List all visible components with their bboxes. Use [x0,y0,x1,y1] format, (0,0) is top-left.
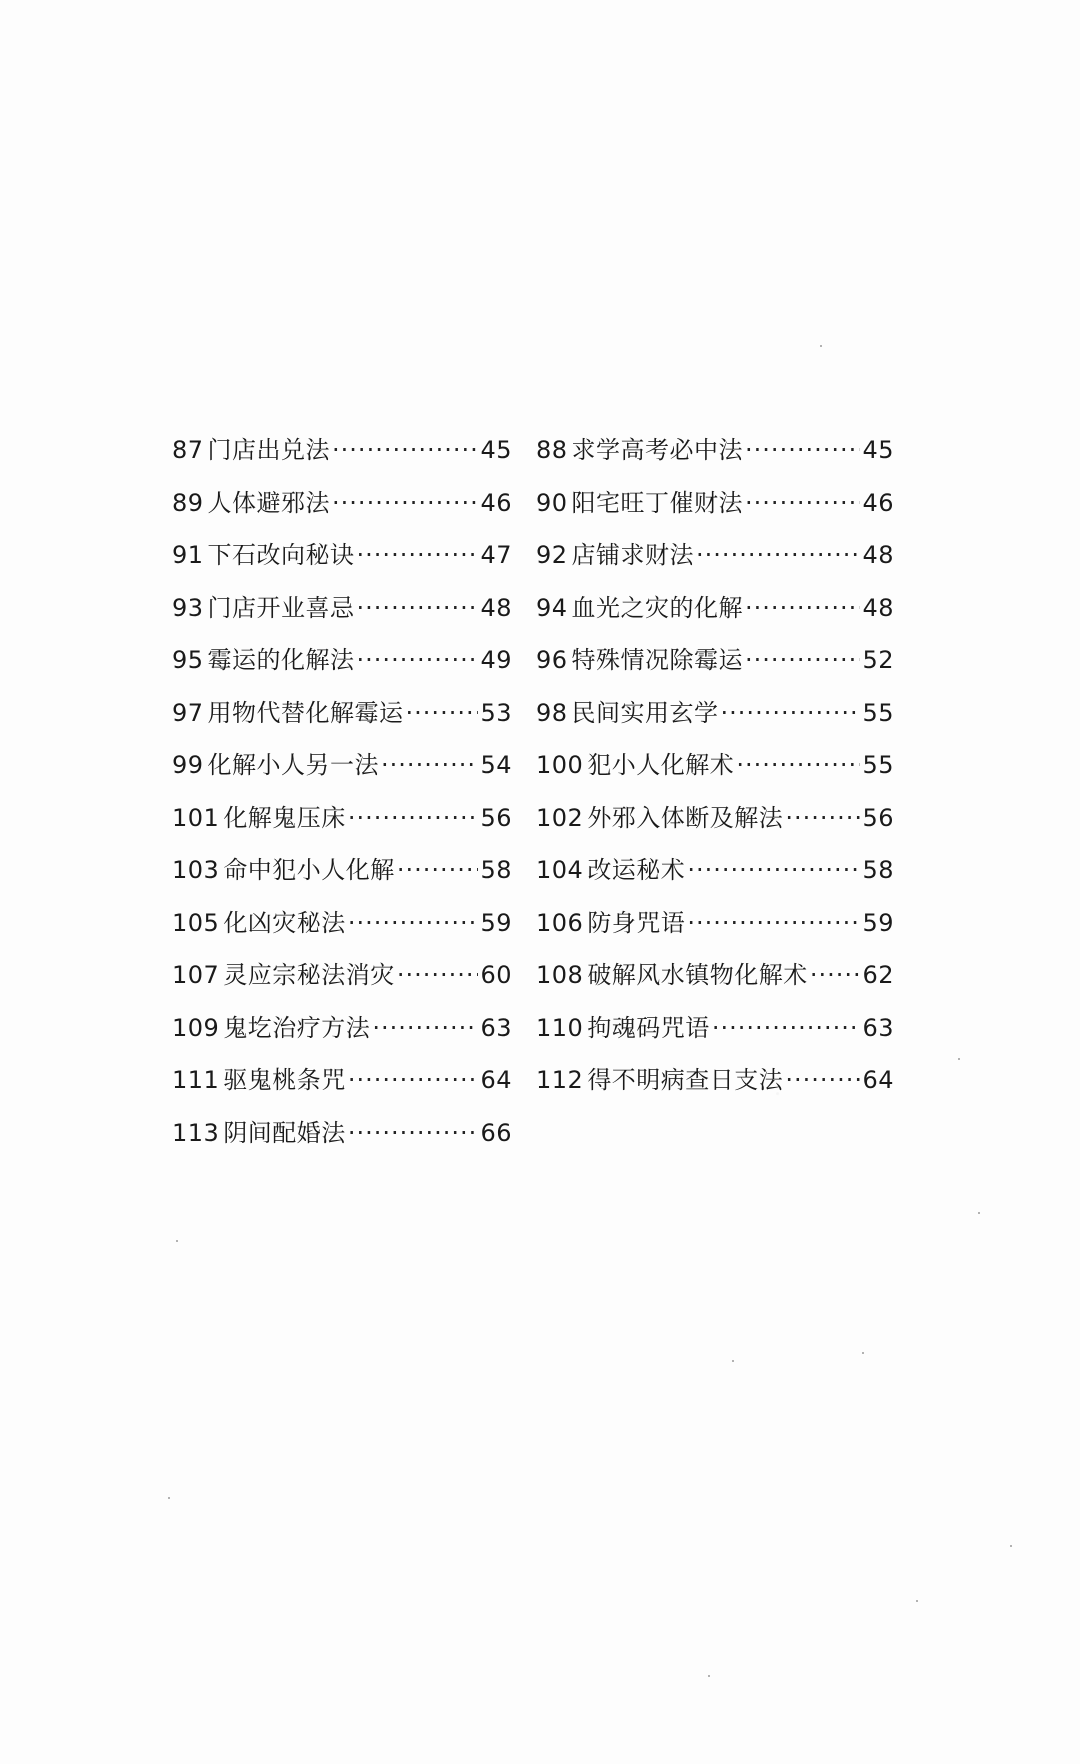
toc-entry [536,1060,894,1113]
toc-entry-page: 62 [862,961,894,989]
dot-leader [785,1066,860,1094]
dot-leader [397,961,479,989]
toc-entry-page: 54 [480,751,512,779]
toc-entry-title: 门店开业喜忌 [207,593,355,622]
toc-entry-title: 改运秘术 [587,856,686,884]
scan-speck [862,1352,864,1354]
scan-speck [820,345,822,347]
toc-entry-page: 53 [480,698,512,727]
dot-leader [712,1014,861,1042]
toc-entry-number: 112 [536,1066,584,1094]
toc-entry-title: 人体避邪法 [207,488,331,517]
dot-leader [687,909,860,937]
toc-entry [172,903,512,956]
toc-entry-title: 下石改向秘诀 [207,541,355,569]
toc-entry-title: 拘魂码咒语 [587,1013,710,1042]
scan-speck [732,1360,734,1362]
toc-entry-page: 56 [480,803,512,832]
toc-entry [172,1113,512,1166]
dot-leader [381,751,478,779]
toc-entry-page: 46 [862,488,894,517]
toc-entry-title: 特殊情况除霉运 [571,646,744,674]
toc-right-column [536,430,894,1113]
toc-entry-number: 95 [172,646,204,674]
dot-leader [348,1119,479,1147]
dot-leader [810,961,861,989]
toc-entry-page: 49 [480,646,512,674]
toc-entry-number: 97 [172,698,204,727]
toc-entry-number: 92 [536,541,568,569]
toc-entry-page: 45 [862,436,894,464]
toc-entry [536,588,894,641]
toc-entry [172,955,512,1008]
dot-leader [745,646,860,674]
toc-entry-title: 命中犯小人化解 [223,856,395,884]
toc-entry [536,430,894,483]
toc-entry-number: 102 [536,803,584,832]
toc-entry-number: 96 [536,646,568,674]
dot-leader [332,489,478,517]
toc-entry [536,850,894,903]
dot-leader [348,909,479,937]
dot-leader [357,646,479,674]
toc-entry-number: 87 [172,436,204,464]
dot-leader [372,1014,478,1042]
toc-entry-title: 求学高考必中法 [571,436,744,464]
scan-speck [916,1600,918,1602]
toc-entry-number: 106 [536,908,584,937]
toc-entry-title: 民间实用玄学 [571,698,719,727]
dot-leader [745,436,860,464]
toc-entry-page: 52 [862,646,894,674]
toc-entry-title: 破解风水镇物化解术 [587,961,808,989]
toc-entry [172,535,512,588]
toc-entry-title: 化解小人另一法 [207,751,380,779]
dot-leader [745,594,860,622]
toc-entry-page: 63 [862,1013,894,1042]
toc-entry-page: 66 [480,1118,512,1147]
toc-entry-title: 阴间配婚法 [223,1118,346,1147]
toc-entry-title: 得不明病查日支法 [587,1066,784,1094]
toc-entry-title: 防身咒语 [587,908,686,937]
toc-entry-number: 108 [536,961,584,989]
toc-entry-title: 鬼圪治疗方法 [223,1013,371,1042]
toc-entry-page: 60 [480,961,512,989]
toc-entry-page: 63 [480,1013,512,1042]
toc-entry [536,903,894,956]
toc-entry-page: 58 [480,856,512,884]
toc-entry [536,1008,894,1061]
dot-leader [397,856,479,884]
toc-entry-page: 48 [862,541,894,569]
toc-entry-number: 98 [536,698,568,727]
scan-speck [168,1497,170,1499]
toc-entry-number: 104 [536,856,584,884]
toc-entry-number: 107 [172,961,220,989]
toc-entry-title: 灵应宗秘法消灾 [223,961,395,989]
toc-entry [536,798,894,851]
toc-entry-page: 46 [480,488,512,517]
dot-leader [696,541,860,569]
toc-entry-title: 阳宅旺丁催财法 [571,488,744,517]
toc-entry [536,640,894,693]
toc-entry-number: 99 [172,751,204,779]
toc-entry-page: 55 [862,751,894,779]
toc-entry-number: 89 [172,488,204,517]
toc-entry-page: 59 [862,908,894,937]
dot-leader [357,541,479,569]
scan-speck [958,1058,960,1060]
toc-entry [536,693,894,746]
dot-leader [406,699,479,727]
dot-leader [736,751,860,779]
toc-entry-number: 91 [172,541,204,569]
toc-entry-page: 58 [862,856,894,884]
toc-entry-title: 门店出兑法 [207,436,331,464]
dot-leader [332,436,478,464]
toc-entry-page: 48 [862,593,894,622]
toc-entry [172,430,512,483]
dot-leader [687,856,860,884]
toc-entry-number: 93 [172,593,204,622]
toc-entry-title: 霉运的化解法 [207,646,355,674]
toc-entry [172,1008,512,1061]
toc-entry [536,955,894,1008]
toc-entry-number: 90 [536,488,568,517]
scan-speck [978,1212,980,1214]
toc-entry-number: 109 [172,1013,220,1042]
dot-leader [785,804,860,832]
toc-entry-page: 45 [480,436,512,464]
toc-entry-number: 113 [172,1118,220,1147]
toc-entry [536,745,894,798]
toc-entry [172,1060,512,1113]
dot-leader [745,489,860,517]
toc-entry-page: 64 [862,1066,894,1094]
toc-entry [172,640,512,693]
toc-entry-number: 94 [536,593,568,622]
toc-entry-number: 101 [172,803,220,832]
dot-leader [721,699,861,727]
toc-entry-page: 47 [480,541,512,569]
toc-entry [172,850,512,903]
toc-entry-number: 110 [536,1013,584,1042]
toc-entry-page: 56 [862,803,894,832]
toc-entry-number: 105 [172,908,220,937]
toc-entry [172,483,512,536]
toc-entry-title: 化解鬼压床 [223,803,346,832]
toc-entry-title: 用物代替化解霉运 [207,698,404,727]
toc-left-column [172,430,512,1165]
toc-entry [536,535,894,588]
toc-entry-page: 59 [480,908,512,937]
scan-speck [1010,1545,1012,1547]
toc-entry [536,483,894,536]
toc-entry [172,588,512,641]
toc-entry [172,745,512,798]
toc-entry-number: 111 [172,1066,220,1094]
toc-entry-number: 88 [536,436,568,464]
scan-speck [176,1240,178,1242]
toc-entry-title: 外邪入体断及解法 [587,803,784,832]
toc-entry-title: 店铺求财法 [571,541,695,569]
toc-entry-page: 55 [862,698,894,727]
dot-leader [348,1066,479,1094]
dot-leader [348,804,479,832]
dot-leader [357,594,479,622]
toc-entry-page: 48 [480,593,512,622]
toc-entry-page: 64 [480,1066,512,1094]
toc-entry [172,798,512,851]
toc-entry-title: 化凶灾秘法 [223,908,346,937]
toc-entry-title: 血光之灾的化解 [571,593,744,622]
toc-entry-number: 100 [536,751,584,779]
toc-entry-title: 犯小人化解术 [587,751,735,779]
scan-speck [708,1675,710,1677]
toc-entry [172,693,512,746]
toc-entry-number: 103 [172,856,220,884]
toc-entry-title: 驱鬼桃条咒 [223,1066,346,1094]
